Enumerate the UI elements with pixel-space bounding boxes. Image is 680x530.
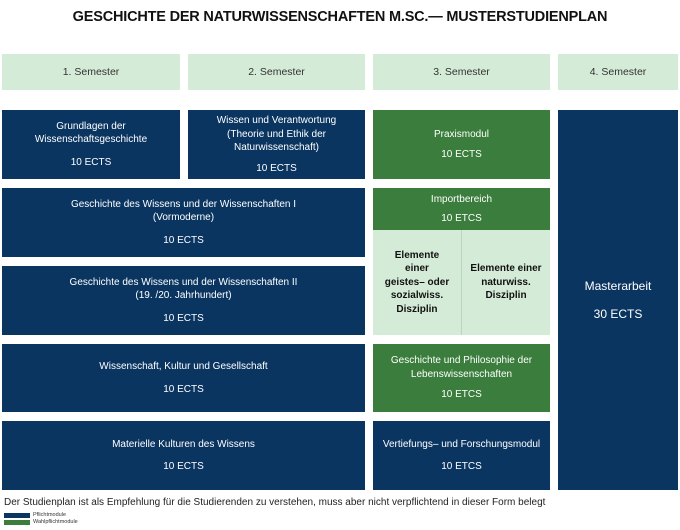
module-geschichte-philosophie bbox=[373, 344, 550, 412]
module-ects: 10 ECTS bbox=[163, 383, 204, 395]
module-ects: 10 ECTS bbox=[256, 162, 297, 174]
legend-label-wahlpflicht: Wahlpflichtmodule bbox=[33, 519, 78, 525]
module-ects: 10 ECTS bbox=[163, 312, 204, 324]
module-ects: 10 ETCS bbox=[441, 461, 482, 472]
module-title: Importbereich bbox=[430, 194, 493, 205]
module-title: Materielle Kulturen des Wissens bbox=[112, 438, 255, 450]
module-ects: 10 ECTS bbox=[163, 234, 204, 246]
semester-header-1: 1. Semester bbox=[2, 54, 180, 90]
module-title: Geschichte des Wissens und der Wissenschaften I (Vormoderne) bbox=[70, 198, 297, 224]
module-title: Masterarbeit bbox=[584, 278, 652, 293]
module-ects: 10 ETCS bbox=[441, 389, 482, 401]
module-geschichte-2 bbox=[2, 266, 365, 335]
module-praxismodul bbox=[373, 110, 550, 179]
footer-note: Der Studienplan ist als Empfehlung für die Studierenden zu verstehen, muss aber nicht verpflichtend in dieser Form belegt bbox=[4, 497, 546, 508]
page-title: GESCHICHTE DER NATURWISSENSCHAFTEN M.SC.— MUSTERSTUDIENPLAN bbox=[72, 9, 608, 25]
module-ects: 10 ECTS bbox=[163, 461, 204, 472]
module-title: Elemente einer geistes– oder sozialwiss. Disziplin bbox=[384, 249, 450, 315]
module-ects: 10 ECTS bbox=[70, 156, 112, 168]
semester-header-4: 4. Semester bbox=[558, 54, 678, 90]
module-masterarbeit bbox=[558, 110, 678, 490]
module-geschichte-1 bbox=[2, 188, 365, 257]
module-title: Grundlagen der Wissenschaftsgeschichte bbox=[34, 120, 148, 146]
legend-label-pflicht: Pflichtmodule bbox=[33, 512, 67, 518]
legend-swatch-wahlpflicht bbox=[4, 520, 30, 525]
module-ects: 10 ECTS bbox=[441, 148, 482, 160]
module-wissenschaft-kultur bbox=[2, 344, 365, 412]
module-title: Praxismodul bbox=[433, 129, 490, 140]
module-grundlagen bbox=[2, 110, 180, 179]
module-ects: 10 ETCS bbox=[441, 212, 482, 224]
module-elemente-geistes bbox=[373, 230, 461, 335]
semester-header-3: 3. Semester bbox=[373, 54, 550, 90]
module-elemente-natur bbox=[462, 230, 550, 335]
module-title: Geschichte und Philosophie der Lebenswissenschaften bbox=[390, 355, 533, 380]
module-title: Geschichte des Wissens und der Wissenschaften II (19. /20. Jahrhundert) bbox=[69, 276, 298, 302]
module-title: Elemente einer naturwiss. Disziplin bbox=[470, 263, 542, 302]
module-vertiefung bbox=[373, 421, 550, 490]
module-title: Vertiefungs– und Forschungsmodul bbox=[382, 438, 541, 450]
module-materielle-kulturen bbox=[2, 421, 365, 490]
module-title: Wissenschaft, Kultur und Gesellschaft bbox=[99, 361, 268, 372]
module-title: Wissen und Verantwortung (Theorie und Ethik der Naturwissenschaft) bbox=[216, 115, 337, 153]
module-wissen-verantwortung bbox=[188, 110, 365, 179]
legend-swatch-pflicht bbox=[4, 513, 30, 518]
module-ects: 30 ECTS bbox=[593, 307, 643, 321]
module-importbereich bbox=[373, 188, 550, 230]
semester-header-2: 2. Semester bbox=[188, 54, 365, 90]
